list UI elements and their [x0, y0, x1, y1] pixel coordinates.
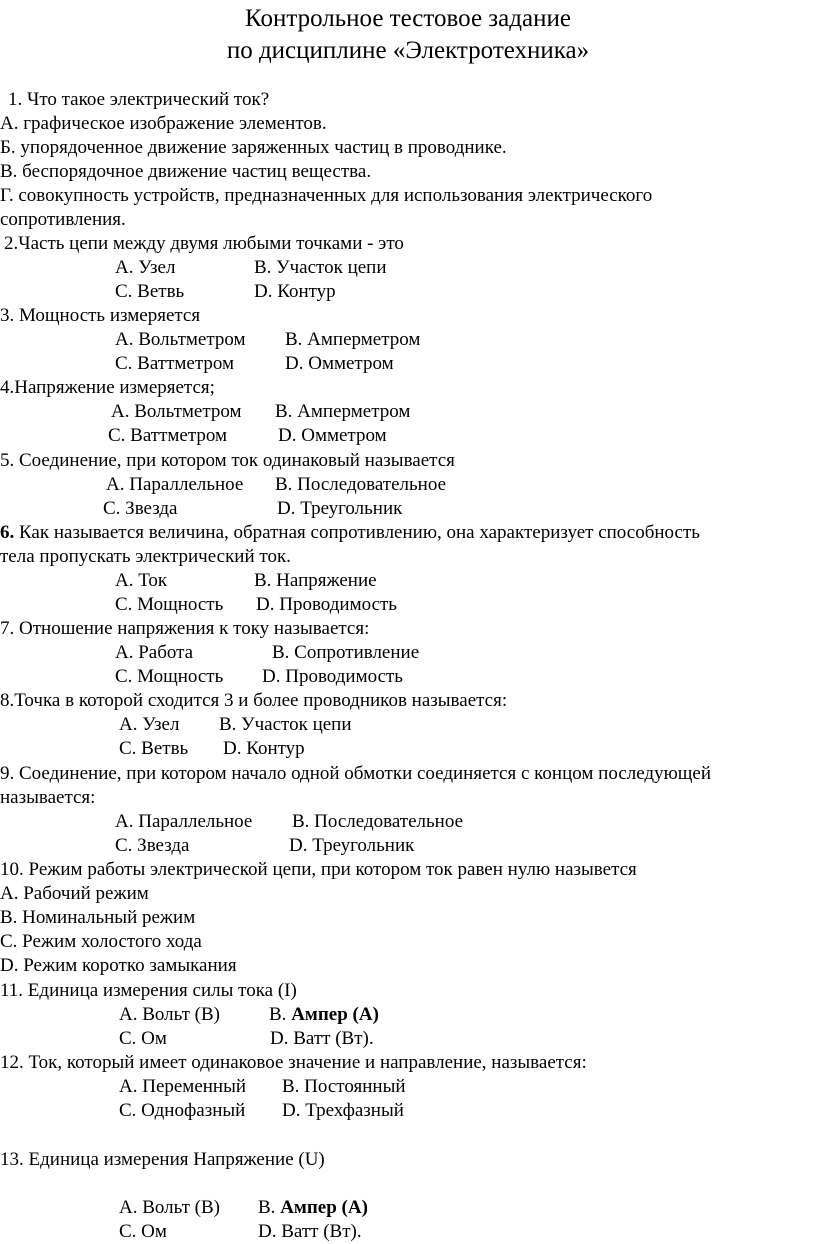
question-6-option-a: A. Ток	[115, 570, 168, 591]
question-10-option-c: C. Режим холостого хода	[0, 931, 202, 952]
question-12: 12. Ток, который имеет одинаковое значение и направление, называется:	[0, 1052, 587, 1073]
question-9-option-d: D. Треугольник	[289, 835, 415, 856]
question-11-option-b-answer: Ампер (А)	[291, 1004, 379, 1025]
question-6	[0, 522, 700, 544]
question-11-option-c: C. Ом	[119, 1028, 167, 1049]
question-11-option-b	[269, 1004, 379, 1026]
question-11: 11. Единица измерения силы тока (I)	[0, 980, 297, 1001]
question-1-option-a: А. графическое изображение элементов.	[0, 113, 327, 134]
question-2: 2.Часть цепи между двумя любыми точками - это	[4, 233, 404, 254]
question-6-text: Как называется величина, обратная сопротивлению, она характеризует способность	[14, 522, 700, 543]
question-9: 9. Соединение, при котором начало одной обмотки соединяется с концом последующей	[0, 763, 712, 784]
question-13-option-a: A. Вольт (В)	[119, 1197, 220, 1218]
question-4-option-c: C. Ваттметром	[108, 425, 228, 446]
question-2-option-c: C. Ветвь	[115, 281, 185, 302]
question-2-option-b: B. Участок цепи	[254, 257, 387, 278]
question-2-option-a: A. Узел	[115, 257, 176, 278]
question-6-cont: тела пропускать электрический ток.	[0, 546, 291, 567]
question-3-option-d: D. Омметром	[285, 353, 394, 374]
question-13-option-b	[258, 1197, 368, 1219]
question-1-option-d: Г. совокупность устройств, предназначенных для использования электрического	[0, 185, 653, 206]
document-title-line2: по дисциплине «Электротехника»	[226, 37, 590, 64]
question-10-option-d: D. Режим коротко замыкания	[0, 955, 237, 976]
question-11-option-b-letter: B.	[269, 1004, 292, 1025]
question-4-option-a: A. Вольтметром	[111, 401, 242, 422]
question-8-option-c: C. Ветвь	[119, 738, 189, 759]
question-7-option-c: C. Мощность	[115, 666, 224, 687]
question-3-option-c: C. Ваттметром	[115, 353, 235, 374]
question-6-option-b: B. Напряжение	[254, 570, 377, 591]
question-3-option-a: A. Вольтметром	[115, 329, 246, 350]
document-title-line1: Контрольное тестовое задание	[245, 5, 571, 32]
question-10-option-b: B. Номинальный режим	[0, 907, 196, 928]
question-13-option-b-answer: Ампер (А)	[280, 1197, 368, 1218]
question-5-option-a: A. Параллельное	[106, 474, 244, 495]
question-9-option-c: C. Звезда	[115, 835, 190, 856]
question-1-option-b: Б. упорядоченное движение заряженных частиц в проводнике.	[0, 137, 507, 158]
question-6-number: 6.	[0, 522, 15, 543]
question-13-option-d: D. Ватт (Вт).	[258, 1221, 362, 1242]
question-9-cont: называется:	[0, 787, 96, 808]
question-7-option-d: D. Проводимость	[262, 666, 403, 687]
question-8-option-b: B. Участок цепи	[219, 714, 352, 735]
question-11-option-a: A. Вольт (В)	[119, 1004, 220, 1025]
question-12-option-a: A. Переменный	[119, 1076, 247, 1097]
question-5-option-c: C. Звезда	[103, 498, 178, 519]
question-9-option-a: A. Параллельное	[115, 811, 253, 832]
question-10: 10. Режим работы электрической цепи, при котором ток равен нулю назывется	[0, 859, 637, 880]
question-1-option-d-cont: сопротивления.	[0, 209, 126, 230]
question-3-option-b: B. Амперметром	[285, 329, 421, 350]
question-12-option-c: C. Однофазный	[119, 1100, 246, 1121]
question-12-option-d: D. Трехфазный	[282, 1100, 404, 1121]
question-8-option-d: D. Контур	[223, 738, 305, 759]
question-13-option-b-letter: B.	[258, 1197, 281, 1218]
question-11-option-d: D. Ватт (Вт).	[270, 1028, 374, 1049]
question-4-option-d: D. Омметром	[278, 425, 387, 446]
question-5: 5. Соединение, при котором ток одинаковый называется	[0, 450, 455, 471]
question-13-option-c: C. Ом	[119, 1221, 167, 1242]
question-5-option-d: D. Треугольник	[277, 498, 403, 519]
question-9-option-b: B. Последовательное	[292, 811, 464, 832]
question-6-option-d: D. Проводимость	[256, 594, 397, 615]
question-5-option-b: B. Последовательное	[275, 474, 447, 495]
question-7-option-b: B. Сопротивление	[272, 642, 420, 663]
question-12-option-b: B. Постоянный	[282, 1076, 406, 1097]
question-10-option-a: A. Рабочий режим	[0, 883, 149, 904]
question-8: 8.Точка в которой сходится 3 и более проводников называется:	[0, 690, 508, 711]
question-6-option-c: C. Мощность	[115, 594, 224, 615]
question-13: 13. Единица измерения Напряжение (U)	[0, 1149, 325, 1170]
question-7: 7. Отношение напряжения к току называется:	[0, 618, 370, 639]
question-1: 1. Что такое электрический ток?	[8, 89, 270, 110]
question-2-option-d: D. Контур	[254, 281, 336, 302]
question-4-option-b: B. Амперметром	[275, 401, 411, 422]
question-3: 3. Мощность измеряется	[0, 305, 201, 326]
question-1-option-c: В. беспорядочное движение частиц вещества.	[0, 161, 372, 182]
question-4: 4.Напряжение измеряется;	[0, 377, 215, 398]
question-7-option-a: A. Работа	[115, 642, 194, 663]
question-8-option-a: A. Узел	[119, 714, 180, 735]
